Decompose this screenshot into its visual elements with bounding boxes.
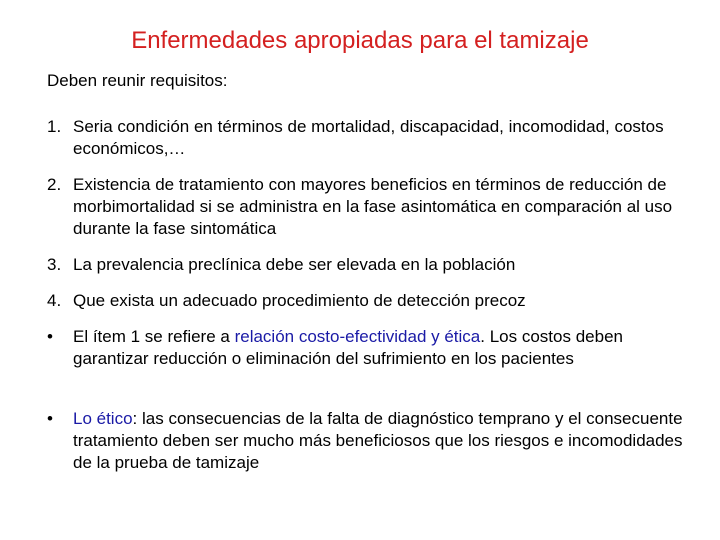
list-item [47, 254, 687, 276]
slide-title: Enfermedades apropiadas para el tamizaje [131, 27, 589, 54]
bullet-marker: • [47, 327, 53, 346]
list-item-text: Existencia de tratamiento con mayores beneficios en términos de reducción de morbimortalidad si se administra en la fase asintomática en comparación al uso durante la fase sintomática [73, 175, 673, 238]
list-marker: 4. [47, 291, 62, 310]
list-marker: 2. [47, 175, 62, 194]
bullet-text-after: : las consecuencias de la falta de diagnóstico temprano y el consecuente tratamiento deben ser mucho más beneficiosos que los riesgos e incomodidades de la prueba de tamizaje [73, 409, 683, 472]
bullet-highlight: Lo ético [73, 409, 133, 428]
bullet-item-text [73, 326, 687, 370]
list-item [47, 116, 687, 160]
bullet-highlight: relación costo-efectividad y ética [234, 327, 481, 346]
intro-text: Deben reunir requisitos: [47, 71, 228, 90]
bullet-text-before: El ítem 1 se refiere a [73, 327, 235, 346]
list-item-text: Seria condición en términos de mortalidad, discapacidad, incomodidad, costos económicos,… [73, 117, 664, 158]
list-item [47, 290, 687, 312]
bullet-marker: • [47, 409, 53, 428]
bullet-text-after: . Los costos deben garantizar reducción o eliminación del sufrimiento en los pacientes [73, 327, 623, 368]
bullet-item [47, 326, 687, 370]
bullet-item [47, 408, 687, 474]
list-marker: 1. [47, 117, 62, 136]
list-item [47, 174, 687, 240]
list-marker: 3. [47, 255, 62, 274]
bullet-item-text [73, 408, 687, 474]
list-item-text: Que exista un adecuado procedimiento de detección precoz [73, 291, 526, 310]
list-item-text: La prevalencia preclínica debe ser elevada en la población [73, 255, 516, 274]
